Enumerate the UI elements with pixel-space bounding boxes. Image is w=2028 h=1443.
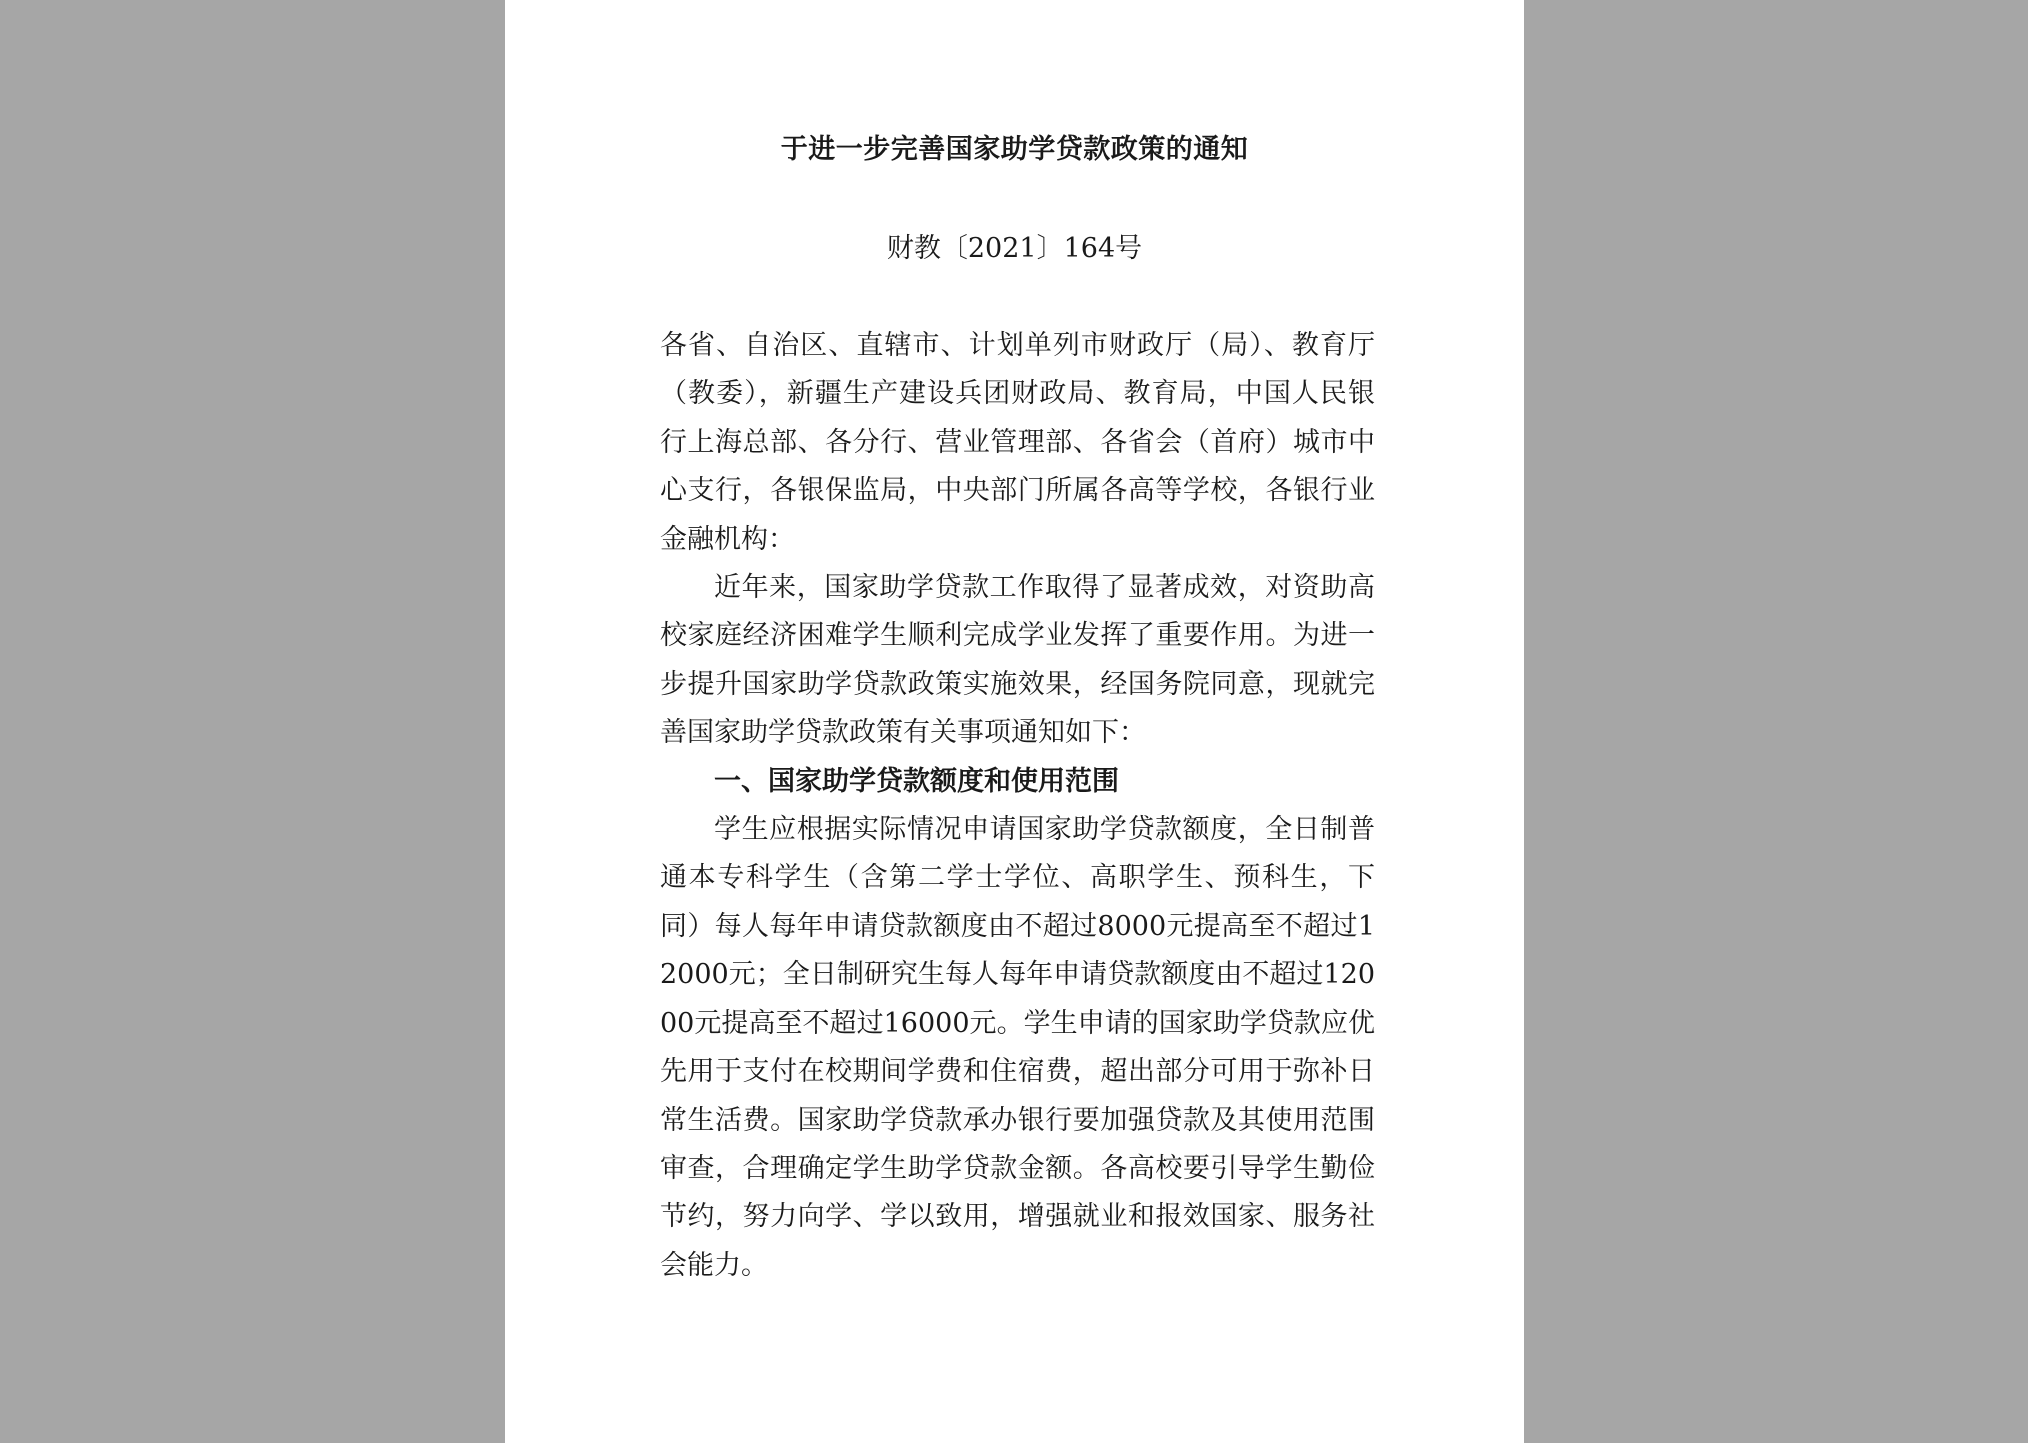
document-title: 于进一步完善国家助学贷款政策的通知 — [780, 134, 1249, 165]
addressee-paragraph: 各省、自治区、直辖市、计划单列市财政厅（局）、教育厅（教委），新疆生产建设兵团财政局、教育局，中国人民银行上海总部、各分行、营业管理部、各省会（首府）城市中心支行，各银保监局，中央部门所属各高等学校，各银行业金融机构： — [660, 330, 1375, 555]
intro-paragraph: 近年来，国家助学贷款工作取得了显著成效，对资助高校家庭经济困难学生顺利完成学业发挥了重要作用。为进一步提升国家助学贷款政策实施效果，经国务院同意，现就完善国家助学贷款政策有关事项通知如下： — [660, 572, 1375, 749]
section-paragraph: 学生应根据实际情况申请国家助学贷款额度，全日制普通本专科学生（含第二学士学位、高职学生、预科生，下同）每人每年申请贷款额度由不超过8000元提高至不超过12000元；全日制研究生每人每年申请贷款额度由不超过12000元提高至不超过16000元。学生申请的国家助学贷款应优先用于支付在校期间学费和住宿费，超出部分可用于弥补日常生活费。国家助学贷款承办银行要加强贷款及其使用范围审查，合理确定学生助学贷款金额。各高校要引导学生勤俭节约，努力向学、学以致用，增强就业和报效国家、服务社会能力。 — [660, 814, 1375, 1281]
section-heading: 一、国家助学贷款额度和使用范围 — [714, 765, 1119, 797]
document-body — [660, 322, 1375, 1290]
document-page — [505, 0, 1524, 1443]
document-number: 财教〔2021〕164号 — [886, 233, 1143, 264]
